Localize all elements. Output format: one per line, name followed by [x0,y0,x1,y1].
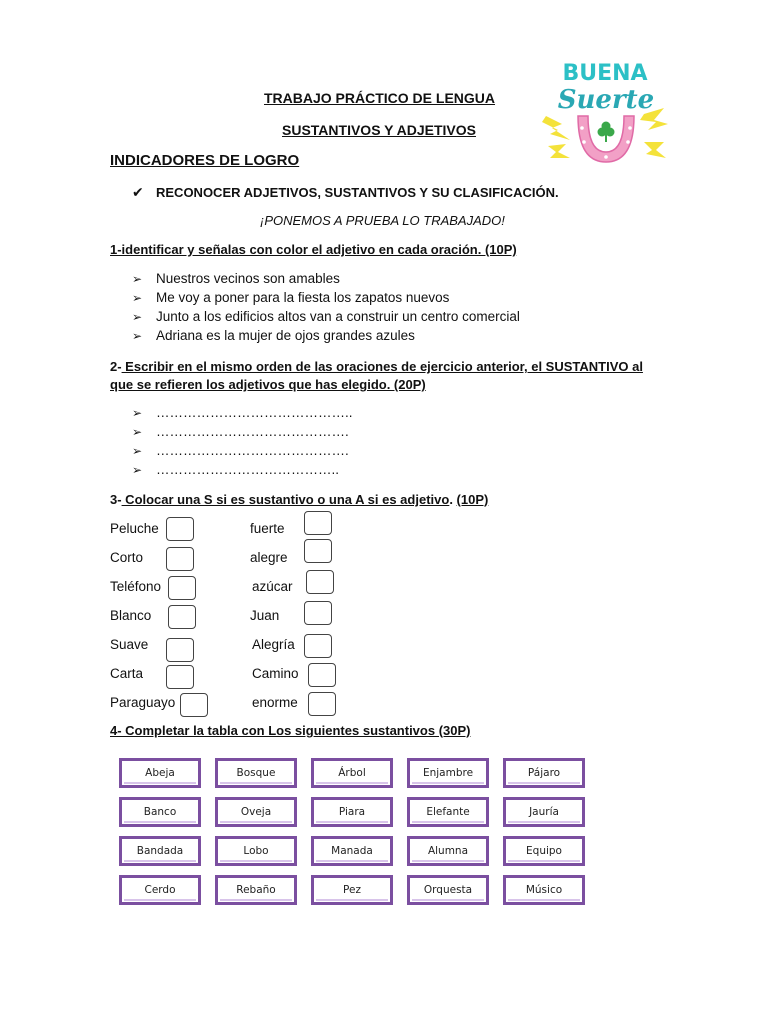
arrow-bullet-icon: ➢ [132,272,143,286]
noun-card: Orquesta [407,875,489,905]
answer-box[interactable] [166,665,194,689]
word-label: azúcar [252,579,293,594]
answer-box[interactable] [304,511,332,535]
word-label: Camino [252,666,299,681]
noun-card: Lobo [215,836,297,866]
noun-card: Bosque [215,758,297,788]
word-label: Juan [250,608,280,623]
arrow-bullet-icon: ➢ [132,463,143,477]
page-subtitle: SUSTANTIVOS Y ADJETIVOS [282,122,476,138]
word-label: Blanco [110,608,152,623]
arrow-bullet-icon: ➢ [132,329,143,343]
indicator-text: RECONOCER ADJETIVOS, SUSTANTIVOS Y SU CLASIFICACIÓN. [156,185,559,200]
answer-box[interactable] [168,605,196,629]
list-item: ➢ Me voy a poner para la fiesta los zapatos nuevos [132,290,450,305]
answer-blank[interactable]: ➢ ……………………………………. [132,443,349,458]
word-label: alegre [250,550,288,565]
tagline: ¡PONEMOS A PRUEBA LO TRABAJADO! [260,213,505,228]
word-label: enorme [252,695,298,710]
exercise-2-heading: 2- Escribir en el mismo orden de las oraciones de ejercicio anterior, el SUSTANTIVO al [110,359,643,374]
word-label: Peluche [110,521,159,536]
exercise-2-heading-line2: que se refieren los adjetivos que has elegido. (20P) [110,377,426,392]
exercise-3-heading: 3- Colocar una S si es sustantivo o una A si es adjetivo. (10P) [110,492,489,507]
answer-box[interactable] [180,693,208,717]
svg-text:BUENA: BUENA [562,61,648,86]
noun-card: Piara [311,797,393,827]
answer-box[interactable] [166,517,194,541]
noun-card: Oveja [215,797,297,827]
answer-box[interactable] [306,570,334,594]
answer-box[interactable] [168,576,196,600]
noun-card: Bandada [119,836,201,866]
answer-box[interactable] [166,638,194,662]
noun-card: Abeja [119,758,201,788]
noun-card: Rebaño [215,875,297,905]
word-label: fuerte [250,521,285,536]
exercise-1-heading: 1-identificar y señalas con color el adjetivo en cada oración. (10P) [110,242,517,257]
answer-box[interactable] [166,547,194,571]
word-label: Corto [110,550,144,565]
check-icon: ✔ [132,184,144,200]
indicator-item [132,184,559,201]
list-item: ➢ Nuestros vecinos son amables [132,271,340,286]
arrow-bullet-icon: ➢ [132,425,143,439]
word-label: Alegría [252,637,295,652]
list-item: ➢ Junto a los edificios altos van a construir un centro comercial [132,309,520,324]
noun-card: Enjambre [407,758,489,788]
answer-blank[interactable]: ➢ ……………………………………. [132,424,349,439]
answer-box[interactable] [304,601,332,625]
buena-suerte-logo [540,58,670,170]
noun-card: Pájaro [503,758,585,788]
arrow-bullet-icon: ➢ [132,291,143,305]
noun-card: Equipo [503,836,585,866]
word-label: Suave [110,637,149,652]
noun-card: Jauría [503,797,585,827]
answer-box[interactable] [304,539,332,563]
arrow-bullet-icon: ➢ [132,406,143,420]
list-item: ➢ Adriana es la mujer de ojos grandes azules [132,328,415,343]
noun-card: Músico [503,875,585,905]
noun-card: Alumna [407,836,489,866]
arrow-bullet-icon: ➢ [132,310,143,324]
svg-text:Suerte: Suerte [557,85,655,115]
word-label: Paraguayo [110,695,176,710]
word-label: Teléfono [110,579,162,594]
page-title: TRABAJO PRÁCTICO DE LENGUA [264,90,496,106]
answer-blank[interactable]: ➢ ………………………………….. [132,462,340,477]
noun-card: Cerdo [119,875,201,905]
noun-card: Elefante [407,797,489,827]
noun-card: Pez [311,875,393,905]
noun-card: Banco [119,797,201,827]
answer-box[interactable] [308,663,336,687]
answer-blank[interactable]: ➢ …………………………………….. [132,405,353,420]
word-label: Carta [110,666,144,681]
noun-card: Manada [311,836,393,866]
exercise-4-heading: 4- Completar la tabla con Los siguientes sustantivos (30P) [110,723,471,738]
indicators-heading: INDICADORES DE LOGRO [110,152,300,169]
noun-card: Árbol [311,758,393,788]
answer-box[interactable] [308,692,336,716]
answer-box[interactable] [304,634,332,658]
arrow-bullet-icon: ➢ [132,444,143,458]
